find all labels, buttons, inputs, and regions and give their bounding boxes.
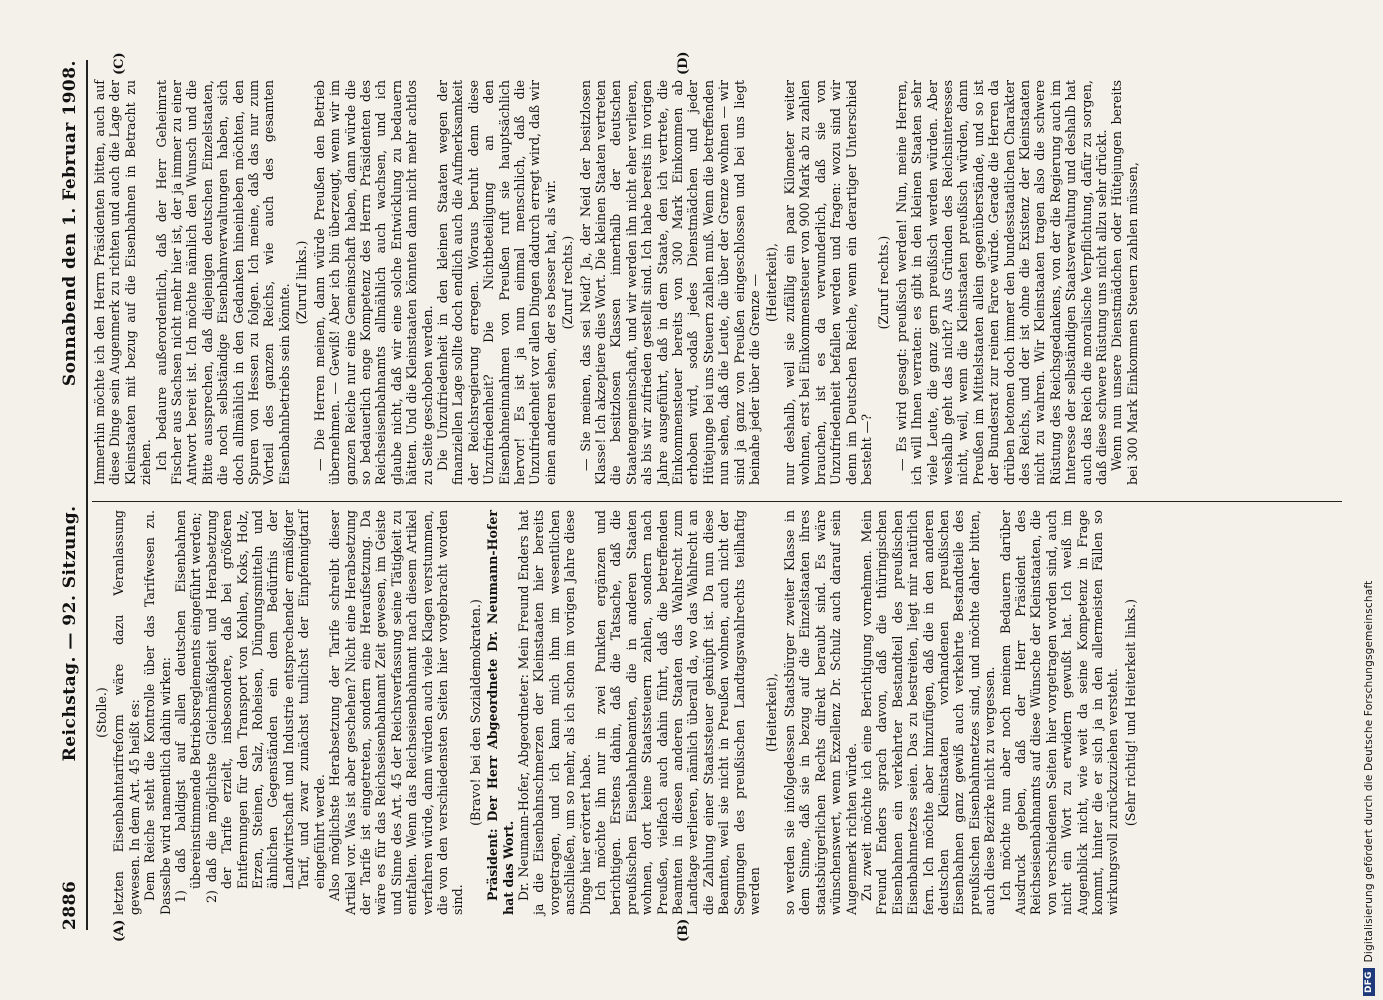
list-item: 1) daß baldigst auf allen deutschen Eisenbahnen übereinstimmende Betriebsreglements eingeführt werden; <box>173 510 204 903</box>
right-column <box>92 80 1342 485</box>
reaction: (Heiterkeit), <box>764 673 780 752</box>
paragraph: Wenn nun unsere Dienstmädchen oder Hütejungen bereits bei 300 Mark Einkommen Steuern zahlen müssen, <box>1109 80 1140 485</box>
digitization-footer <box>1358 0 1380 1000</box>
paragraph: Die Unzufriedenheit in den kleinen Staaten wegen der finanziellen Lage sollte doch endlich auch die Aufmerksamkeit der Reichsregierung erregen. Woraus beruht denn diese Unzufriedenheit? Die Nichtbeteiligung an den Eisenbahneinnahmen von Preußen ruft sie hauptsächlich hervor! Es ist ja nun einmal menschlich, daß die Unzufriedenheit vor allen Dingen dadurch erregt wird, daß wir einen anderen sehen, der es besser hat, als wir. <box>434 80 558 485</box>
page-number: 2886 <box>60 880 80 930</box>
list-item: 2) daß die möglichste Gleichmäßigkeit und Herabsetzung der Tarife erzielt, insbesondere, daß bei größeren Entfernungen für den Transport von Kohlen, Koks, Holz, Erzen, Steinen, Salz, Roheisen, Düngungsmitteln und ähnlichen Gegenständen ein dem Bedürfnis der Landwirtschaft und Industrie entsprechender ermäßigter Tarif, und zwar zunächst tunlichst der Einpfennigtarif eingeführt werde. <box>203 510 327 903</box>
dfg-logo: DFG <box>1363 968 1375 996</box>
speaker-tag: (Stolle.) <box>94 687 109 738</box>
left-column <box>92 510 1342 915</box>
header-rule <box>86 60 88 930</box>
reaction: (Zuruf rechts.) <box>876 235 892 330</box>
paragraph: Zu zweit möchte ich eine Berichtigung vornehmen. Mein Freund Enders sprach davon, daß die thüringischen Eisenbahnen ein verkehrter Bestandteil des preußischen Eisenbahnnetzes seien. Das zu bestreiten, liegt mir natürlich fern. Ich möchte aber hinzufügen, daß die in den anderen deutschen Kleinstaaten vorhandenen preußischen Eisenbahnen ganz gewiß auch verkehrte Bestandteile des preußischen Eisenbahnnetzes sind, und möchte daher bitten, auch diese Bezirke nicht zu vergessen. <box>858 510 998 915</box>
reaction: (Bravo! bei den Sozialdemokraten.) <box>467 599 483 826</box>
paragraph: letzten Eisenbahntarifreform wäre dazu Veranlassung gewesen. In dem Art. 45 heißt es: <box>111 510 142 915</box>
header-date: Sonnabend den 1. Februar 1908. <box>60 60 80 387</box>
paragraph: Ich möchte nun aber noch meinem Bedauern darüber Ausdruck geben, daß der Herr Präsident des Reichseisenbahnamts auf diese Wünsche der Kleinstaaten, die von verschiedenen Seiten hier vorgetragen worden sind, auch nicht ein Wort zu erwidern gewußt hat. Ich weiß im Augenblick nicht, wie weit da seine Kompetenz in Frage kommt, hinter die er sich ja in den allermeisten Fällen so wirkungsvoll zurückzuziehen versteht. <box>997 510 1121 915</box>
paragraph: — Es wird gesagt: preußisch werden! Nun, meine Herren, ich will Ihnen verraten: es gibt in den kleinen Staaten sehr viele Leute, die ganz gern preußisch werden würden. Aber weshalb geht das nicht? Aus Gründen des Reichsinteresses nicht, weil, wenn die Kleinstaaten preußisch würden, dann Preußen im Mittelstaaten allein gegenüberstände, und so ist der Bundesrat zur reinen Farce würde. Gerade die Herren da drüben betonen doch immer den bundesstaatlichen Charakter des Reichs, und der ist ohne die Existenz der Kleinstaaten nicht zu wahren. Wir Kleinstaaten tragen also die schwere Rüstung des Reichsgedankens, von der die Regierung auch im Interesse der selbständigen Staatsverwaltung und deshalb hat auch das Reich die moralische Verpflichtung, dafür zu sorgen, daß diese schwere Rüstung uns nicht allzu sehr drückt. <box>893 80 1109 485</box>
reaction: (Zuruf links.) <box>294 240 310 325</box>
footer-text: Digitalisierung gefördert durch die Deutsche Forschungsgemeinschaft <box>1363 580 1375 963</box>
margin-marker-a: (A) <box>112 919 127 942</box>
paragraph: nur deshalb, weil sie zufällig ein paar Kilometer weiter wohnen, erst bei Einkommensteuer von 900 Mark ab zu zahlen brauchen, ist es da verwunderlich, daß sie von Unzufriedenheit befallen werden und fragen: wozu sind wir denn im Deutschen Reiche, wenn ein derartiger Unterschied besteht —? <box>781 80 874 485</box>
paragraph: Präsident: Der Herr Abgeordnete Dr. Neumann-Hofer hat das Wort. <box>485 510 516 915</box>
column-rule <box>92 501 1342 502</box>
paragraph: Dem Reiche steht die Kontrolle über das Tarifwesen zu. Dasselbe wird namentlich dahin wirken: <box>142 510 173 915</box>
reaction: (Sehr richtig! und Heiterkeit links.) <box>1122 598 1138 827</box>
paragraph: so werden sie infolgedessen Staatsbürger zweiter Klasse in dem Sinne, daß sie in bezug auf die Einzelstaaten ihres staatsbürgerlichen Rechts direkt beraubt sind. Es wäre wünschenswert, wenn Exzellenz Dr. Schulz auch darauf sein Augenmerk richten würde. <box>781 510 859 915</box>
margin-marker-b: (B) <box>676 918 691 942</box>
paragraph: Ich bedaure außerordentlich, daß der Herr Geheimrat Fischer aus Sachsen nicht mehr hier ist, der ja immer zu einer Antwort bereit ist. Ich möchte nämlich den Wunsch und die Bitte aussprechen, daß diejenigen deutschen Einzelstaaten, die noch selbständige Eisenbahnverwaltungen haben, sich doch allmählich in den Gedanken hineinleben möchten, den Spuren von Hessen zu folgen. Ich meine, daß das nur zum Vorteil des ganzen Reichs, wie auch des gesamten Eisenbahnbetriebs sein könnte. <box>153 80 292 485</box>
page-header <box>60 60 84 930</box>
margin-marker-c: (C) <box>112 52 127 75</box>
paragraph: — Sie meinen, das sei Neid? Ja, der Neid der besitzlosen Klasse! Ich akzeptiere dies Wort. Die kleinen Staaten vertreten die besitzlosen Klassen innerhalb der deutschen Staatengemeinschaft, und wir werden ihn nicht eher verlieren, als bis wir zufrieden gestellt sind. Ich habe bereits im vorigen Jahre ausgeführt, daß in dem Staate, den ich vertrete, die Einkommensteuer bereits von 300 Mark Einkommen ab erhoben wird, sodaß jedes Dienstmädchen und jeder Hütejunge bei uns Steuern zahlen muß. Wenn die betreffenden nun sehen, daß die Leute, die über der Grenze wohnen — wir sind ja ganz von Preußen eingeschlossen und bei uns liegt beinahe jeder über die Grenze — <box>577 80 763 485</box>
reaction: (Zuruf rechts.) <box>560 235 576 330</box>
paragraph: Immerhin möchte ich den Herrn Präsidenten bitten, auch auf diese Dinge sein Augenmerk zu richten und auch die Lage der Kleinstaaten mit bezug auf die Eisenbahnen in Betracht zu ziehen. <box>92 80 154 485</box>
paragraph: Dr. Neumann-Hofer, Abgeordneter: Mein Freund Enders hat ja die Eisenbahnschmerzen der Kleinstaaten hier bereits vorgetragen, und ich kann mich ihm im wesentlichen anschließen, um so mehr, als ich schon im vorigen Jahre diese Dinge hier erörtert habe. <box>515 510 593 915</box>
margin-marker-d: (D) <box>676 51 691 75</box>
header-title: Reichstag. — 92. Sitzung. <box>60 505 80 762</box>
reaction: (Heiterkeit), <box>764 243 780 322</box>
paragraph: Also möglichste Herabsetzung der Tarife schreibt dieser Artikel vor. Was ist aber geschehen? Nicht eine Herabsetzung der Tarife ist eingetreten, sondern eine Heraufsetzung. Da wäre es für das Reichseisenbahnamt Zeit gewesen, im Geiste und Sinne des Art. 45 der Reichsverfassung seine Tätigkeit zu entfalten. Wenn das Reichseisenbahnamt nach diesem Artikel verfahren würde, dann würden auch viele Klagen verstummen, die von den verschiedensten Seiten hier vorgebracht worden sind. <box>327 510 466 915</box>
paragraph: Ich möchte ihn nur in zwei Punkten ergänzen und berichtigen. Erstens dahin, daß die Tatsache, daß die preußischen Eisenbahnbeamten, die in anderen Staaten wohnen, dort keine Staatssteuern zahlen, sondern nach Preußen, vielfach auch dahin führt, daß die betreffenden Beamten in diesen anderen Staaten das Wahlrecht zum Landtage verlieren, nämlich überall da, wo das Wahlrecht an die Zahlung einer Staatssteuer geknüpft ist. Da nun diese Beamten, weil sie nicht in Preußen wohnen, auch nicht der Segnungen des preußischen Landtagswahlrechts teilhaftig werden <box>593 510 763 915</box>
paragraph: — Die Herren meinen, dann würde Preußen den Betrieb übernehmen. — Gewiß! Aber ich bin überzeugt, wenn wir im ganzen Reiche nur eine Gemeinschaft haben, dann würde die so bedauerlich enge Kompetenz des Herrn Präsidenten des Reichseisenbahnamts allmählich auch wachsen, und ich glaube nicht, daß wir eine solche Entwicklung zu bedauern hätten. Und die Kleinstaaten könnten dann nicht mehr achtlos zu Seite geschoben werden. <box>311 80 435 485</box>
